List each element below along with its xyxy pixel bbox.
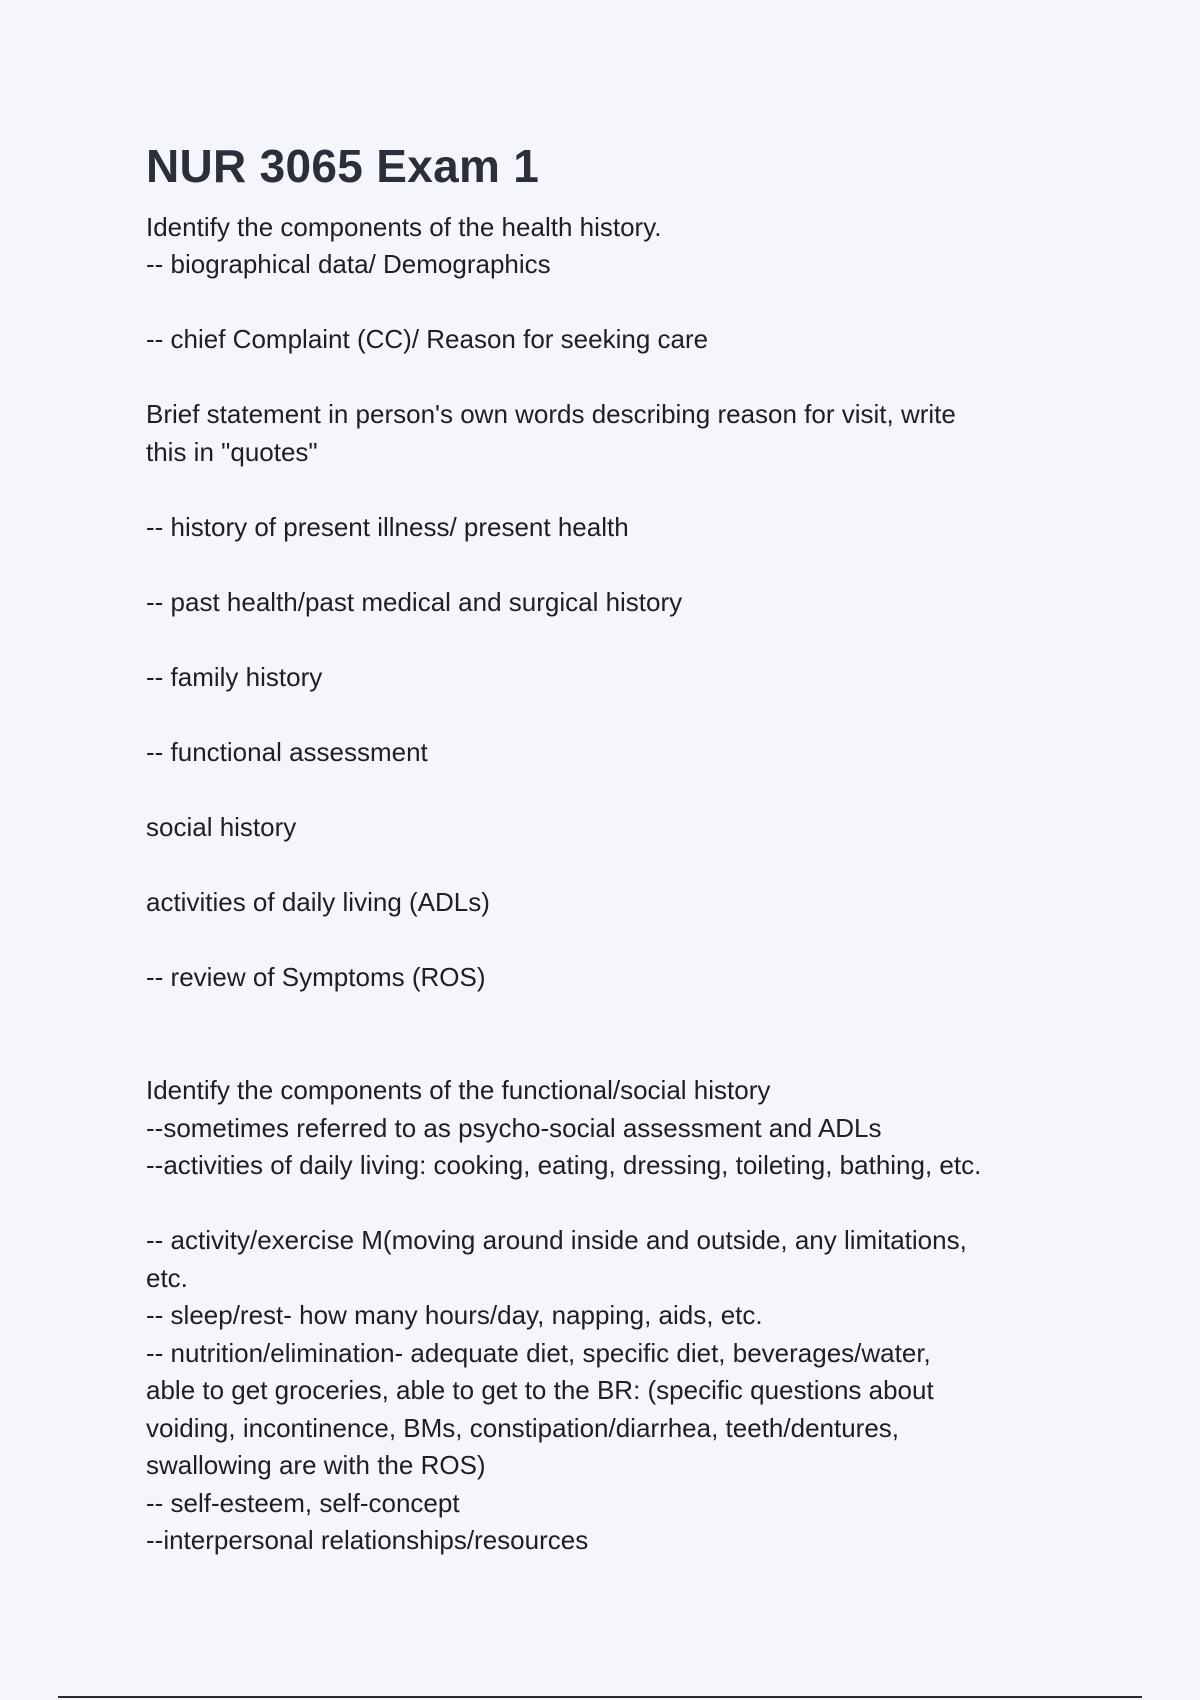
document-page [146, 140, 1076, 1560]
section-heading: Identify the components of the health history. [146, 211, 662, 242]
paragraph-line: able to get groceries, able to get to the BR: (specific questions about [146, 1375, 934, 1406]
paragraph-line: activities of daily living (ADLs) [146, 886, 490, 917]
list-item: -- chief Complaint (CC)/ Reason for seeking care [146, 324, 709, 355]
list-item: -- history of present illness/ present health [146, 511, 629, 542]
functional-social-section [146, 1072, 1076, 1560]
paragraph-line: Brief statement in person's own words describing reason for visit, write [146, 399, 956, 430]
paragraph-line: social history [146, 811, 297, 842]
paragraph-line: -- nutrition/elimination- adequate diet, specific diet, beverages/water, [146, 1337, 931, 1368]
paragraph-line: --interpersonal relationships/resources [146, 1525, 589, 1556]
paragraph-line: -- self-esteem, self-concept [146, 1487, 460, 1518]
paragraph-line: etc. [146, 1262, 188, 1293]
section-heading: Identify the components of the functional/social history [146, 1075, 771, 1106]
paragraph-line: swallowing are with the ROS) [146, 1450, 486, 1481]
list-item: -- past health/past medical and surgical history [146, 586, 683, 617]
page-title: NUR 3065 Exam 1 [146, 140, 540, 192]
paragraph-line: -- activity/exercise M(moving around inside and outside, any limitations, [146, 1225, 967, 1256]
list-item: -- functional assessment [146, 736, 428, 767]
list-item: -- biographical data/ Demographics [146, 249, 551, 280]
health-history-section [146, 209, 1076, 997]
paragraph-line: --activities of daily living: cooking, eating, dressing, toileting, bathing, etc. [146, 1150, 982, 1181]
paragraph-line: voiding, incontinence, BMs, constipation/diarrhea, teeth/dentures, [146, 1412, 900, 1443]
page-bottom-divider [58, 1696, 1142, 1698]
list-item: -- family history [146, 661, 323, 692]
paragraph-line: this in "quotes" [146, 436, 318, 467]
list-item: -- review of Symptoms (ROS) [146, 961, 486, 992]
paragraph-line: -- sleep/rest- how many hours/day, napping, aids, etc. [146, 1300, 763, 1331]
paragraph-line: --sometimes referred to as psycho-social assessment and ADLs [146, 1112, 882, 1143]
